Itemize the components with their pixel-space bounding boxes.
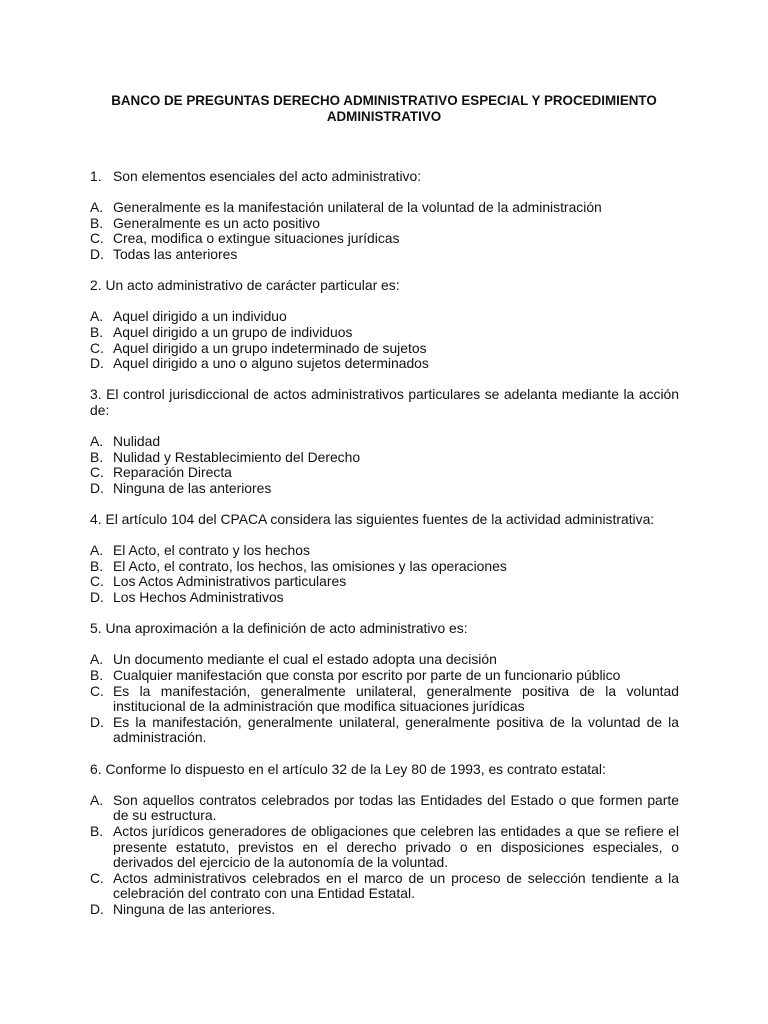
option-list <box>90 652 679 746</box>
option-d <box>90 247 679 263</box>
question-6 <box>90 762 679 918</box>
option-letter: A. <box>90 542 104 559</box>
option-text: Nulidad y Restablecimiento del Derecho <box>113 448 361 465</box>
option-text: Reparación Directa <box>113 464 232 481</box>
option-letter: A. <box>90 199 104 216</box>
question-text: Son elementos esenciales del acto administrativo: <box>113 168 422 184</box>
option-b <box>90 450 679 466</box>
option-letter: C. <box>90 573 104 590</box>
option-d <box>90 481 679 497</box>
option-text: Aquel dirigido a un grupo de individuos <box>113 323 353 340</box>
option-letter: B. <box>90 323 104 340</box>
option-text: Ninguna de las anteriores <box>113 479 272 496</box>
option-text: Nulidad <box>113 433 161 450</box>
question-text: 3. El control jurisdiccional de actos administrativos particulares se adelanta mediante la acción de: <box>90 386 679 418</box>
option-letter: A. <box>90 791 104 808</box>
question-text: 5. Una aproximación a la definición de acto administrativo es: <box>90 620 468 637</box>
option-list <box>90 200 679 262</box>
option-b <box>90 325 679 341</box>
option-letter: D. <box>90 900 104 917</box>
option-c <box>90 231 679 247</box>
option-d <box>90 902 679 918</box>
option-text: Es la manifestación, generalmente unilateral, generalmente positiva de la voluntad institucional de la administración que modifica situaciones jurídicas <box>113 682 679 715</box>
option-list <box>90 434 679 496</box>
option-letter: B. <box>90 667 104 683</box>
option-a <box>90 793 679 824</box>
option-letter: D. <box>90 245 104 262</box>
option-list <box>90 309 679 371</box>
option-c <box>90 684 679 715</box>
question-text: 4. El artículo 104 del CPACA considera las siguientes fuentes de la actividad administrativa: <box>90 511 655 528</box>
option-letter: D. <box>90 479 104 496</box>
option-a <box>90 434 679 450</box>
option-b <box>90 559 679 575</box>
option-text: Cualquier manifestación que consta por escrito por parte de un funcionario público <box>113 667 621 683</box>
option-a <box>90 200 679 216</box>
option-text: Ninguna de las anteriores. <box>113 900 276 917</box>
option-letter: B. <box>90 557 104 574</box>
option-text: Aquel dirigido a uno o alguno sujetos determinados <box>113 355 429 372</box>
option-c <box>90 341 679 357</box>
option-text: Los Hechos Administrativos <box>113 589 284 606</box>
option-letter: C. <box>90 869 104 886</box>
question-4 <box>90 512 679 606</box>
document-title: BANCO DE PREGUNTAS DERECHO ADMINISTRATIVO ESPECIAL Y PROCEDIMIENTO ADMINISTRATIVO <box>111 93 657 124</box>
option-letter: C. <box>90 339 104 356</box>
option-a <box>90 309 679 325</box>
option-text: Un documento mediante el cual el estado adopta una decisión <box>113 651 497 668</box>
question-1 <box>90 169 679 263</box>
option-letter: B. <box>90 214 104 231</box>
option-list <box>90 543 679 605</box>
question-text: 2. Un acto administrativo de carácter particular es: <box>90 277 400 294</box>
option-letter: C. <box>90 682 104 699</box>
option-b <box>90 216 679 232</box>
question-text: 6. Conforme lo dispuesto en el artículo 32 de la Ley 80 de 1993, es contrato estatal: <box>90 760 606 777</box>
question-5 <box>90 621 679 746</box>
option-letter: C. <box>90 464 104 481</box>
option-letter: A. <box>90 433 104 450</box>
question-list <box>90 169 679 933</box>
option-a <box>90 652 679 668</box>
option-d <box>90 356 679 372</box>
option-text: Actos administrativos celebrados en el marco de un proceso de selección tendiente a la celebración del contrato con una Entidad Estatal. <box>113 869 679 902</box>
option-letter: B. <box>90 448 104 465</box>
option-text: Aquel dirigido a un grupo indeterminado de sujetos <box>113 339 427 356</box>
option-text: Generalmente es un acto positivo <box>113 214 320 231</box>
option-b <box>90 668 679 684</box>
option-c <box>90 871 679 902</box>
option-letter: A. <box>90 308 104 325</box>
option-text: Crea, modifica o extingue situaciones jurídicas <box>113 230 400 247</box>
option-letter: B. <box>90 822 104 839</box>
option-list <box>90 793 679 918</box>
option-a <box>90 543 679 559</box>
option-letter: A. <box>90 651 104 668</box>
question-3 <box>90 387 679 496</box>
question-2 <box>90 278 679 372</box>
option-letter: D. <box>90 355 104 372</box>
option-text: Es la manifestación, generalmente unilateral, generalmente positiva de la voluntad de la administración. <box>113 713 679 746</box>
option-text: Generalmente es la manifestación unilateral de la voluntad de la administración <box>113 199 602 216</box>
option-text: Los Actos Administrativos particulares <box>113 573 347 590</box>
option-text: El Acto, el contrato, los hechos, las omisiones y las operaciones <box>113 557 507 574</box>
option-letter: D. <box>90 713 104 730</box>
option-text: El Acto, el contrato y los hechos <box>113 542 310 559</box>
option-text: Todas las anteriores <box>113 245 238 262</box>
option-c <box>90 465 679 481</box>
option-letter: D. <box>90 589 104 606</box>
question-stem <box>90 169 679 185</box>
option-letter: C. <box>90 230 104 247</box>
option-text: Son aquellos contratos celebrados por todas las Entidades del Estado o que formen parte de su estructura. <box>113 791 679 824</box>
option-text: Aquel dirigido a un individuo <box>113 308 287 325</box>
option-d <box>90 715 679 746</box>
option-b <box>90 824 679 871</box>
option-d <box>90 590 679 606</box>
option-text: Actos jurídicos generadores de obligaciones que celebren las entidades a que se refiere el presente estatuto, previstos en el derecho privado o en disposiciones especiales, o derivados del ejercicio de la autonomía de la voluntad. <box>113 822 679 871</box>
option-c <box>90 574 679 590</box>
question-number: 1. <box>90 168 102 184</box>
